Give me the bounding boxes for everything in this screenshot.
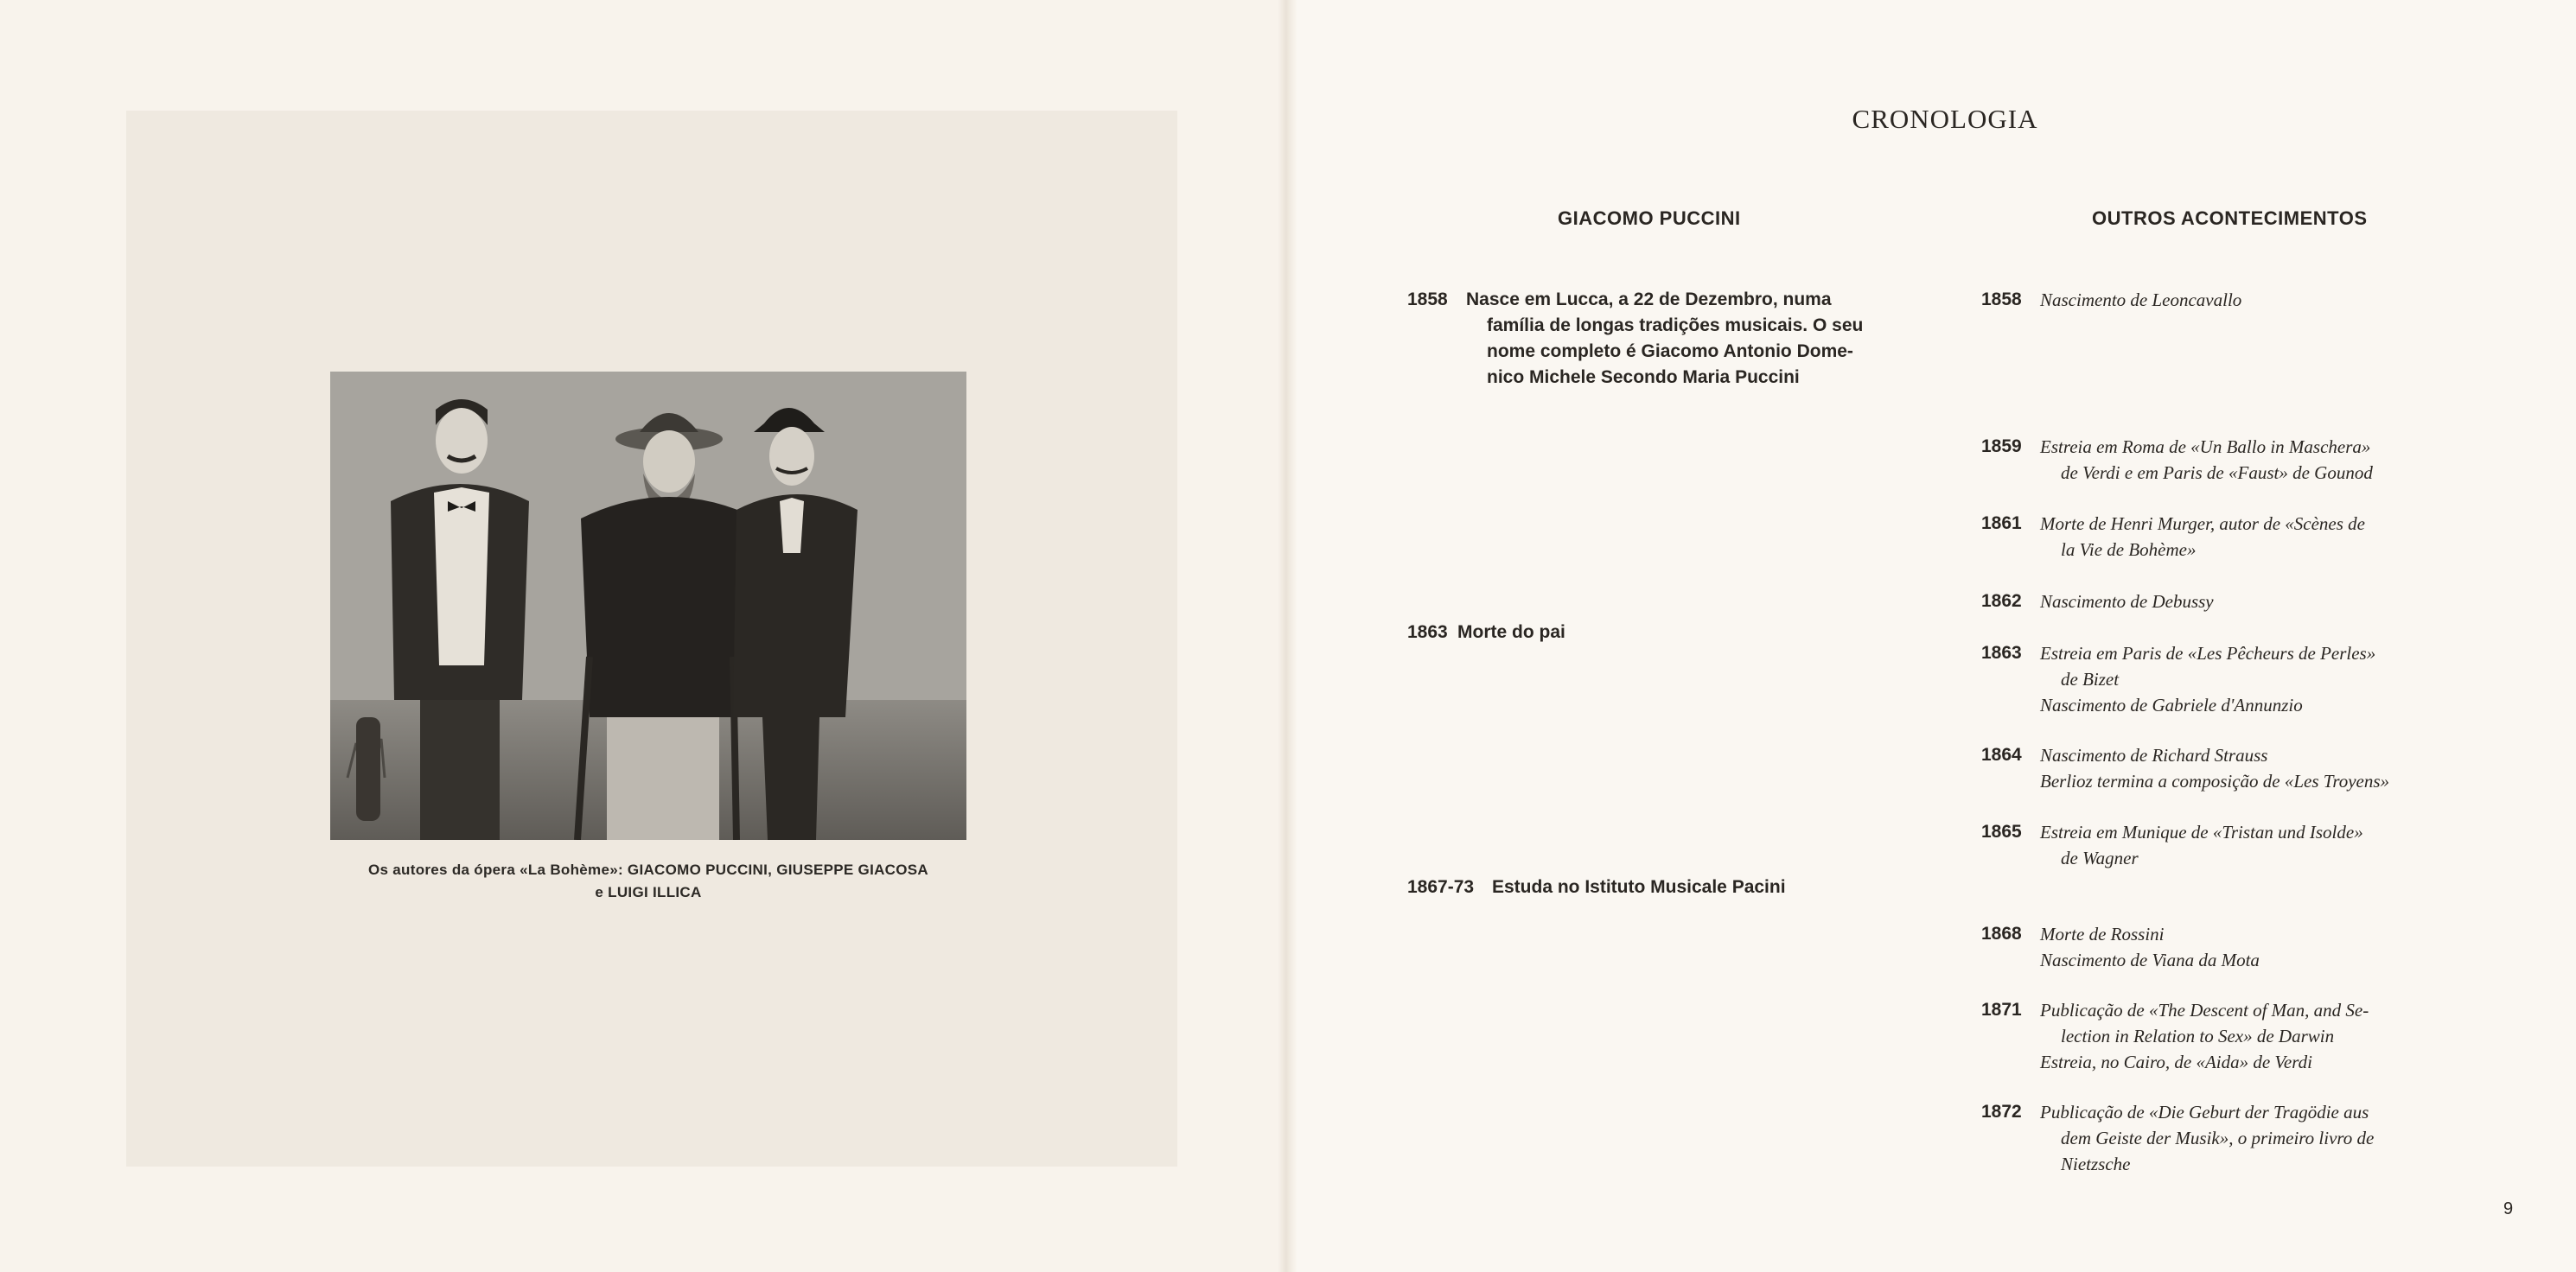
entry-line: Nasce em Lucca, a 22 de Dezembro, numa <box>1466 289 1832 309</box>
entry-line: Nascimento de Gabriele d'Annunzio <box>2040 695 2303 716</box>
entry-line: Nascimento de Debussy <box>2040 591 2214 612</box>
entry-line: Publicação de «The Descent of Man, and Se- <box>2040 1000 2369 1021</box>
entry-line: Nascimento de Leoncavallo <box>2040 289 2242 310</box>
entry-line: de Bizet <box>2061 669 2120 690</box>
left-page <box>0 0 1283 1272</box>
entry-line: Nietzsche <box>2061 1154 2131 1174</box>
entry-year: 1872 <box>1981 1102 2022 1122</box>
entry-line: Estreia em Munique de «Tristan und Isolde» <box>2040 822 2363 843</box>
entry-year: 1871 <box>1981 1000 2022 1020</box>
entry-line: Estreia em Roma de «Un Ballo in Maschera» <box>2040 436 2371 457</box>
caption-line-1: Os autores da ópera «La Bohème»: GIACOMO PUCCINI, GIUSEPPE GIACOSA <box>368 862 928 878</box>
entry-line: Estreia em Paris de «Les Pêcheurs de Perles» <box>2040 643 2376 664</box>
caption-line-2: e LUIGI ILLICA <box>595 884 702 900</box>
entry-line: Estuda no Istituto Musicale Pacini <box>1492 877 1786 897</box>
entry-year: 1858 <box>1407 289 1448 309</box>
page-number: 9 <box>2503 1199 2514 1218</box>
entry-line: Morte de Rossini <box>2040 924 2165 944</box>
entry-year: 1858 <box>1981 289 2022 309</box>
other-events-column-header: OUTROS ACONTECIMENTOS <box>2092 207 2368 229</box>
book-gutter <box>1278 0 1297 1272</box>
entry-line: Nascimento de Richard Strauss <box>2040 745 2268 766</box>
page-title: CRONOLOGIA <box>1852 104 2038 134</box>
authors-photograph <box>330 372 966 840</box>
entry-year: 1863 <box>1407 622 1448 642</box>
entry-line: la Vie de Bohème» <box>2061 539 2197 560</box>
entry-line: Morte do pai <box>1457 622 1565 642</box>
entry-year: 1862 <box>1981 591 2022 611</box>
entry-line: família de longas tradições musicais. O seu <box>1487 315 1864 335</box>
entry-year: 1861 <box>1981 513 2022 533</box>
entry-line: lection in Relation to Sex» de Darwin <box>2061 1026 2335 1046</box>
entry-line: de Verdi e em Paris de «Faust» de Gounod <box>2061 462 2373 483</box>
entry-line: nico Michele Secondo Maria Puccini <box>1487 367 1800 387</box>
entry-year: 1863 <box>1981 643 2022 663</box>
entry-line: Morte de Henri Murger, autor de «Scènes de <box>2040 513 2365 534</box>
puccini-column-header: GIACOMO PUCCINI <box>1558 207 1741 229</box>
authors-photo-illustration <box>330 372 966 840</box>
entry-line: de Wagner <box>2061 848 2139 868</box>
entry-year: 1859 <box>1981 436 2022 456</box>
entry-line: Publicação de «Die Geburt der Tragödie aus <box>2040 1102 2369 1123</box>
entry-line: Berlioz termina a composição de «Les Troyens» <box>2040 771 2390 792</box>
entry-line: nome completo é Giacomo Antonio Dome- <box>1487 341 1853 361</box>
entry-line: Estreia, no Cairo, de «Aida» de Verdi <box>2040 1052 2312 1072</box>
entry-line: dem Geiste der Musik», o primeiro livro de <box>2061 1128 2375 1148</box>
entry-year: 1867-73 <box>1407 877 1475 897</box>
entry-year: 1865 <box>1981 822 2022 842</box>
entry-year: 1868 <box>1981 924 2022 944</box>
photo-caption <box>330 859 966 904</box>
entry-year: 1864 <box>1981 745 2022 765</box>
entry-line: Nascimento de Viana da Mota <box>2040 950 2260 970</box>
